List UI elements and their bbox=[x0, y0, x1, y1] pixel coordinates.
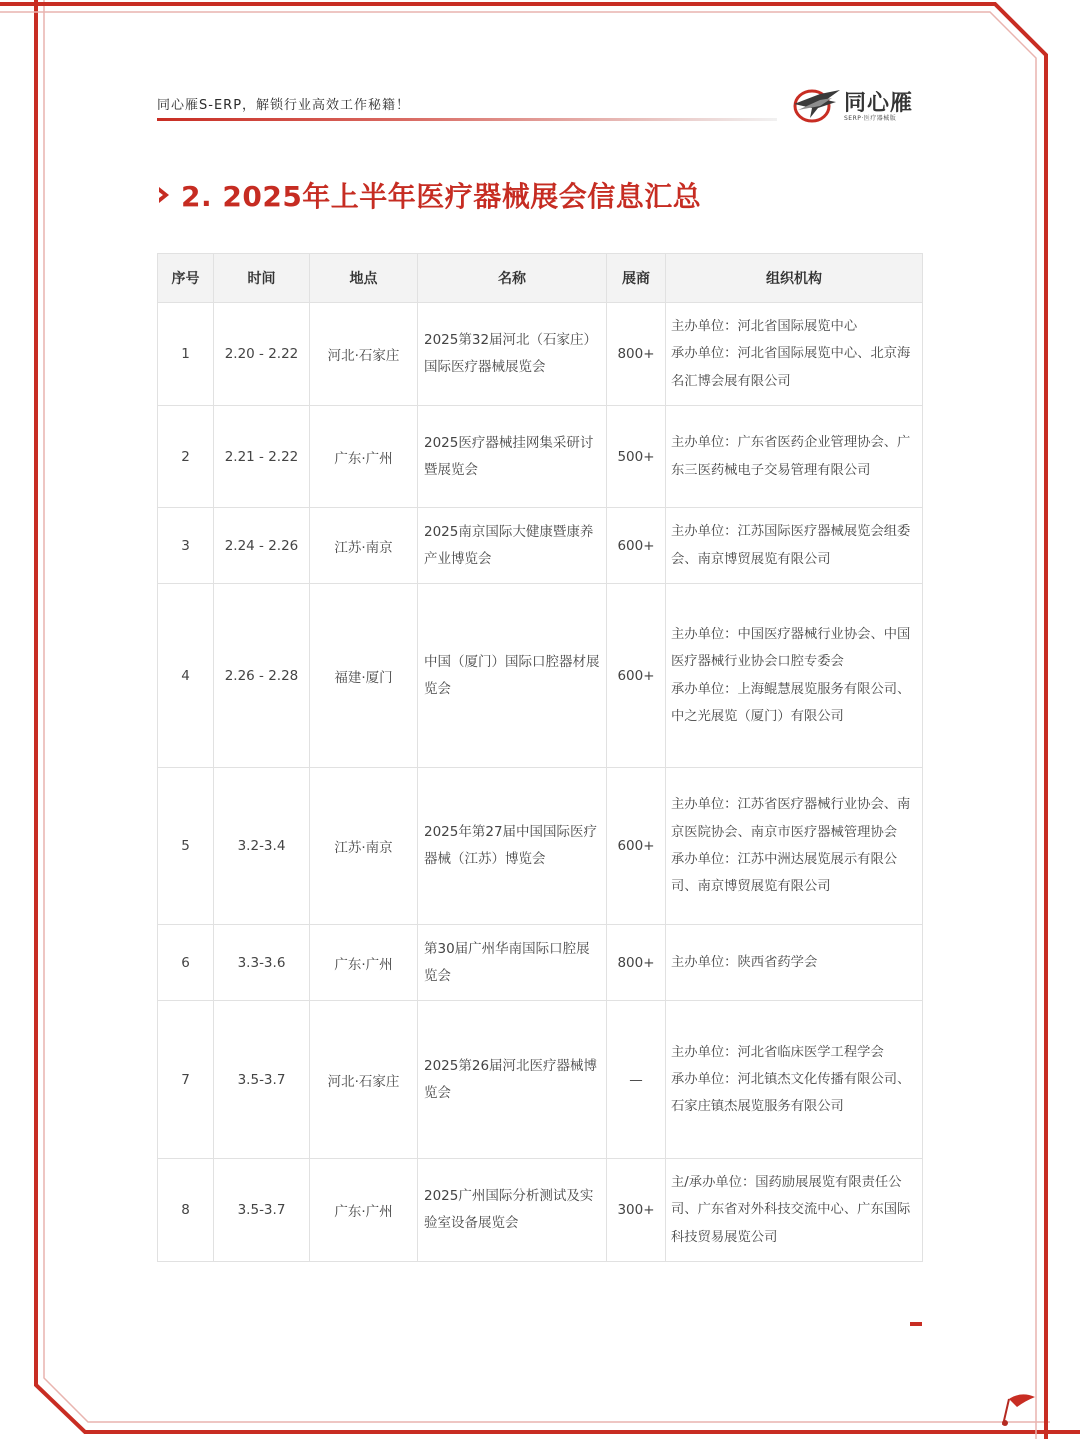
cell-place: 福建·厦门 bbox=[310, 584, 418, 768]
cell-organizer bbox=[666, 1001, 923, 1159]
cell-organizer bbox=[666, 925, 923, 1001]
organizer-line: 主办单位：河北省临床医学工程学会 bbox=[671, 1044, 884, 1060]
organizer-line: 主办单位：江苏省医疗器械行业协会、南京医院协会、南京市医疗器械管理协会 bbox=[671, 797, 911, 840]
table-row bbox=[158, 925, 923, 1001]
brand-logo bbox=[790, 84, 925, 126]
table-row bbox=[158, 303, 923, 406]
cell-number: 5 bbox=[158, 768, 214, 925]
cell-exhibitors: 800+ bbox=[607, 925, 666, 1001]
cell-exhibitors: 600+ bbox=[607, 768, 666, 925]
column-header-place: 地点 bbox=[310, 254, 418, 303]
cell-organizer bbox=[666, 1159, 923, 1262]
table-row bbox=[158, 508, 923, 584]
cell-time: 3.5-3.7 bbox=[214, 1001, 310, 1159]
cell-number: 7 bbox=[158, 1001, 214, 1159]
cell-time: 2.20 - 2.22 bbox=[214, 303, 310, 406]
chevron-right-icon bbox=[157, 185, 173, 205]
cell-name: 2025广州国际分析测试及实验室设备展览会 bbox=[418, 1159, 607, 1262]
table-row bbox=[158, 768, 923, 925]
exhibition-table bbox=[157, 253, 923, 1262]
cell-exhibitors: 600+ bbox=[607, 508, 666, 584]
cell-time: 3.5-3.7 bbox=[214, 1159, 310, 1262]
column-header-time: 时间 bbox=[214, 254, 310, 303]
cell-place: 广东·广州 bbox=[310, 406, 418, 508]
cell-name: 2025南京国际大健康暨康养产业博览会 bbox=[418, 508, 607, 584]
column-header-organizer: 组织机构 bbox=[666, 254, 923, 303]
cell-place: 江苏·南京 bbox=[310, 508, 418, 584]
cell-place: 广东·广州 bbox=[310, 1159, 418, 1262]
table-row bbox=[158, 1001, 923, 1159]
logo-name: 同心雁 bbox=[844, 91, 914, 116]
cell-exhibitors: 300+ bbox=[607, 1159, 666, 1262]
column-header-exhibitors: 展商 bbox=[607, 254, 666, 303]
organizer-line: 主办单位：中国医疗器械行业协会、中国医疗器械行业协会口腔专委会 bbox=[671, 626, 911, 670]
cell-time: 2.26 - 2.28 bbox=[214, 584, 310, 768]
section-heading bbox=[157, 175, 701, 215]
cell-place: 河北·石家庄 bbox=[310, 303, 418, 406]
cell-number: 3 bbox=[158, 508, 214, 584]
header-divider bbox=[157, 118, 777, 121]
cell-name: 2025医疗器械挂网集采研讨暨展览会 bbox=[418, 406, 607, 508]
cell-place: 江苏·南京 bbox=[310, 768, 418, 925]
cell-organizer bbox=[666, 768, 923, 925]
organizer-line: 主办单位：河北省国际展览中心 bbox=[671, 319, 858, 335]
cell-organizer bbox=[666, 584, 923, 768]
cell-time: 3.3-3.6 bbox=[214, 925, 310, 1001]
page-marker bbox=[910, 1322, 922, 1326]
cell-exhibitors: 800+ bbox=[607, 303, 666, 406]
cell-place: 广东·广州 bbox=[310, 925, 418, 1001]
cell-name: 2025年第27届中国国际医疗器械（江苏）博览会 bbox=[418, 768, 607, 925]
cell-time: 2.24 - 2.26 bbox=[214, 508, 310, 584]
cell-organizer bbox=[666, 508, 923, 584]
column-header-number: 序号 bbox=[158, 254, 214, 303]
cell-number: 2 bbox=[158, 406, 214, 508]
cell-number: 1 bbox=[158, 303, 214, 406]
table-header-row bbox=[158, 254, 923, 303]
cell-organizer bbox=[666, 406, 923, 508]
organizer-line: 承办单位：河北省国际展览中心、北京海名汇博会展有限公司 bbox=[671, 346, 911, 389]
organizer-line: 主办单位：江苏国际医疗器械展览会组委会、南京博贸展览有限公司 bbox=[671, 524, 911, 567]
cell-number: 4 bbox=[158, 584, 214, 768]
cell-name: 2025第32届河北（石家庄）国际医疗器械展览会 bbox=[418, 303, 607, 406]
logo-subtitle: SERP·医疗器械版 bbox=[844, 115, 897, 122]
cell-name: 第30届广州华南国际口腔展览会 bbox=[418, 925, 607, 1001]
cell-exhibitors: — bbox=[607, 1001, 666, 1159]
organizer-line: 主办单位：陕西省药学会 bbox=[671, 954, 818, 970]
organizer-line: 承办单位：河北镇杰文化传播有限公司、石家庄镇杰展览服务有限公司 bbox=[671, 1071, 911, 1115]
cell-name: 中国（厦门）国际口腔器材展览会 bbox=[418, 584, 607, 768]
organizer-line: 主办单位：广东省医药企业管理协会、广东三医药械电子交易管理有限公司 bbox=[671, 435, 911, 478]
cell-time: 2.21 - 2.22 bbox=[214, 406, 310, 508]
wild-goose-icon bbox=[790, 84, 842, 126]
flag-icon bbox=[995, 1385, 1045, 1427]
column-header-name: 名称 bbox=[418, 254, 607, 303]
cell-exhibitors: 500+ bbox=[607, 406, 666, 508]
cell-name: 2025第26届河北医疗器械博览会 bbox=[418, 1001, 607, 1159]
table-row bbox=[158, 1159, 923, 1262]
cell-time: 3.2-3.4 bbox=[214, 768, 310, 925]
cell-place: 河北·石家庄 bbox=[310, 1001, 418, 1159]
organizer-line: 承办单位：江苏中洲达展览展示有限公司、南京博贸展览有限公司 bbox=[671, 852, 898, 895]
organizer-line: 承办单位：上海鲲慧展览服务有限公司、中之光展览（厦门）有限公司 bbox=[671, 681, 911, 724]
cell-organizer bbox=[666, 303, 923, 406]
section-title: 2. 2025年上半年医疗器械展会信息汇总 bbox=[181, 180, 702, 213]
header-tagline: 同心雁S-ERP，解锁行业高效工作秘籍！ bbox=[157, 98, 411, 113]
table-row bbox=[158, 406, 923, 508]
table-row bbox=[158, 584, 923, 768]
organizer-line: 主/承办单位：国药励展展览有限责任公司、广东省对外科技交流中心、广东国际科技贸易展览公司 bbox=[671, 1175, 911, 1245]
cell-exhibitors: 600+ bbox=[607, 584, 666, 768]
cell-number: 8 bbox=[158, 1159, 214, 1262]
cell-number: 6 bbox=[158, 925, 214, 1001]
